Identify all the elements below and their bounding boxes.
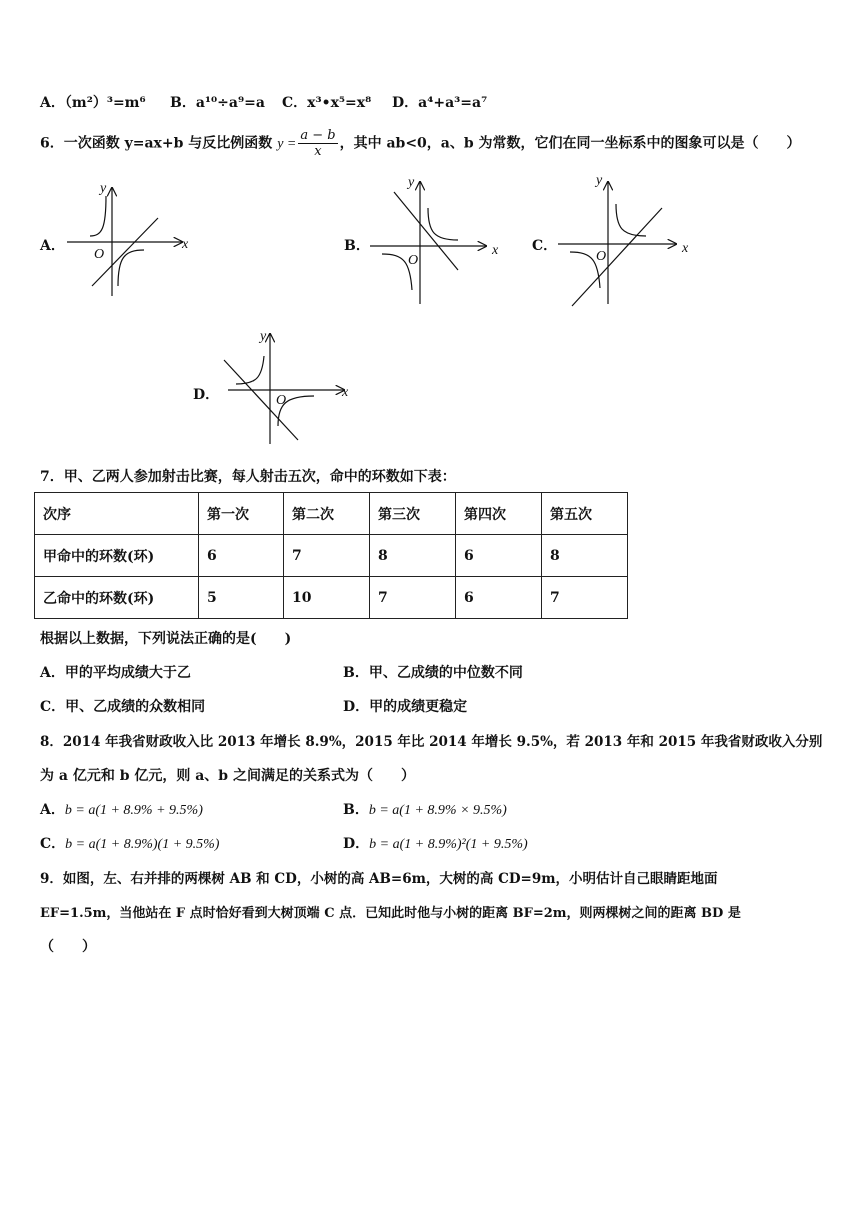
graph-c-label: C． [532,238,558,254]
table-cell: 8 [542,535,628,577]
score-table [34,492,628,619]
table-cell: 次序 [35,493,199,535]
graph-d-label: D． [193,387,220,403]
table-cell: 10 [284,577,370,619]
table-cell: 7 [542,577,628,619]
q7-option-a: A．甲的平均成绩大于乙 [40,665,191,681]
q9-stem-line1: 9．如图，左、右并排的两棵树 AB 和 CD，小树的高 AB=6m，大树的高 CD=9m，小明估计自己眼睛距地面 [40,871,718,887]
table-header-row [35,493,628,535]
table-cell: 6 [456,577,542,619]
svg-text:x: x [492,243,499,258]
svg-text:O: O [276,393,287,408]
q5-option-b: B．a¹⁰÷a⁹=a [170,95,265,111]
svg-text:y: y [100,181,107,196]
table-cell: 第四次 [456,493,542,535]
table-cell: 6 [456,535,542,577]
q7-option-d: D．甲的成绩更稳定 [343,699,468,715]
svg-text:O: O [408,253,419,268]
formula-lhs: y = [277,136,297,152]
q5-option-d: D．a⁴+a³=a⁷ [392,95,488,111]
table-cell: 6 [199,535,284,577]
q6-stem: 6．一次函数 y=ax+b 与反比例函数 y = $\frac{a - b}{x}$ ，其中 ab<0，a、b 为常数，它们在同一坐标系中的图象可以是（ ） [40,128,801,159]
table-cell: 第二次 [284,493,370,535]
q9-stem-line3: （ ） [40,939,96,955]
graph-b [368,172,508,307]
graph-c [556,170,696,310]
table-cell: 第五次 [542,493,628,535]
table-row [35,577,628,619]
svg-text:O: O [596,249,607,264]
q8-option-a: A．b = a(1 + 8.9% + 9.5%) [40,802,203,818]
q8-stem-line2: 为 a 亿元和 b 亿元，则 a、b 之间满足的关系式为（ ） [40,768,415,784]
table-row [35,535,628,577]
graph-d [218,326,358,448]
graph-b-label: B． [344,238,370,254]
table-cell: 第一次 [199,493,284,535]
q8-option-b: B．b = a(1 + 8.9% × 9.5%) [343,802,507,818]
svg-text:x: x [682,241,689,256]
q7-option-b: B．甲、乙成绩的中位数不同 [343,665,523,681]
q7-question: 根据以上数据，下列说法正确的是( ) [40,631,292,647]
graph-a [62,178,202,303]
svg-text:x: x [342,385,349,400]
q7-stem: 7．甲、乙两人参加射击比赛，每人射击五次，命中的环数如下表： [40,469,456,485]
formula-fraction: $\frac{a - b}{x}$ [300,128,336,159]
q8-stem-line1: 8．2014 年我省财政收入比 2013 年增长 8.9%，2015 年比 2014 年增长 9.5%，若 2013 年和 2015 年我省财政收入分别 [40,734,823,750]
table-cell: 5 [199,577,284,619]
svg-text:y: y [408,175,415,190]
svg-text:x: x [182,237,189,252]
q5-option-c: C．x³•x⁵=x⁸ [282,95,372,111]
table-cell: 8 [370,535,456,577]
q8-option-d: D．b = a(1 + 8.9%)²(1 + 9.5%) [343,836,528,852]
svg-text:O: O [94,247,105,262]
q5-option-a: A．（m²）³=m⁶ [40,95,146,111]
table-cell: 甲命中的环数(环) [35,535,199,577]
svg-text:y: y [596,173,603,188]
table-cell: 第三次 [370,493,456,535]
q9-stem-line2: EF=1.5m，当他站在 F 点时恰好看到大树顶端 C 点．已知此时他与小树的距离 BF=2m，则两棵树之间的距离 BD 是 [40,906,741,921]
table-cell: 乙命中的环数(环) [35,577,199,619]
table-cell: 7 [370,577,456,619]
graph-a-label: A． [40,238,65,254]
svg-text:y: y [260,329,267,344]
q7-option-c: C．甲、乙成绩的众数相同 [40,699,206,715]
q8-option-c: C．b = a(1 + 8.9%)(1 + 9.5%) [40,836,220,852]
table-cell: 7 [284,535,370,577]
